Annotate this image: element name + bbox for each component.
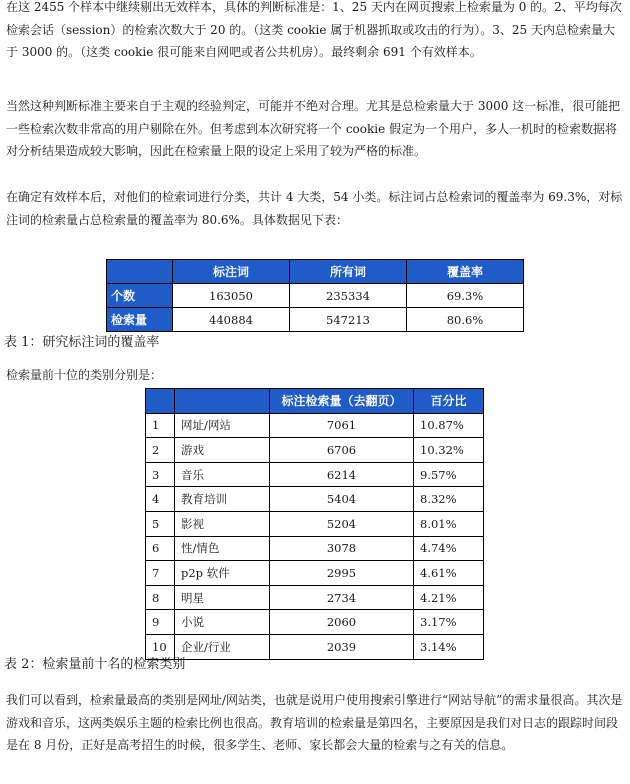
count-cell: 6706 bbox=[270, 438, 414, 463]
percent-cell: 8.01% bbox=[414, 511, 484, 536]
category-cell: 性/情色 bbox=[175, 536, 270, 561]
rank-cell: 2 bbox=[146, 438, 175, 463]
row-label: 检索量 bbox=[107, 308, 173, 332]
count-cell: 6214 bbox=[270, 462, 414, 487]
count-cell: 7061 bbox=[270, 413, 414, 438]
percent-cell: 10.87% bbox=[414, 413, 484, 438]
percent-cell: 9.57% bbox=[414, 462, 484, 487]
table-header-cell bbox=[175, 389, 270, 414]
table-header-cell: 标注词 bbox=[173, 260, 290, 284]
rank-cell: 7 bbox=[146, 561, 175, 586]
paragraph-sample-filter: 在这 2455 个样本中继续剔出无效样本，具体的判断标准是：1、25 天内在网页搜索上检索量为 0 的。2、平均每次检索会话（session）的检索次数大于 20 的。（这类 cookie 属于机器抓取或攻击的行为）。3、25 天内总检索量大于 3000 的。（这类 cookie 很可能来自网吧或者公共机房）。最终剩余 691 个有效样本。 bbox=[6, 0, 622, 59]
category-cell: 游戏 bbox=[175, 438, 270, 463]
table-header-cell: 所有词 bbox=[290, 260, 407, 284]
table-row bbox=[146, 413, 484, 438]
count-cell: 2039 bbox=[270, 634, 414, 659]
category-cell: 企业/行业 bbox=[175, 634, 270, 659]
rank-cell: 3 bbox=[146, 462, 175, 487]
row-label: 个数 bbox=[107, 284, 173, 308]
table-header-cell: 标注检索量（去翻页） bbox=[270, 389, 414, 414]
rank-cell: 6 bbox=[146, 536, 175, 561]
table-row bbox=[107, 308, 524, 332]
table-row bbox=[146, 585, 484, 610]
category-cell: p2p 软件 bbox=[175, 561, 270, 586]
table2-caption: 表 2：检索量前十名的检索类别 bbox=[4, 657, 186, 672]
table-row bbox=[146, 536, 484, 561]
percent-cell: 4.21% bbox=[414, 585, 484, 610]
table-cell: 547213 bbox=[290, 308, 407, 332]
count-cell: 5404 bbox=[270, 487, 414, 512]
paragraph-coverage: 在确定有效样本后，对他们的检索词进行分类，共计 4 大类，54 小类。标注词占总检索词的覆盖率为 69.3%，对标注词的检索量占总检索量的覆盖率为 80.6%。具体数据见下表： bbox=[6, 190, 623, 227]
category-cell: 小说 bbox=[175, 610, 270, 635]
table-cell: 440884 bbox=[173, 308, 290, 332]
percent-cell: 4.61% bbox=[414, 561, 484, 586]
rank-cell: 10 bbox=[146, 634, 175, 659]
table-row bbox=[146, 487, 484, 512]
table-row bbox=[146, 462, 484, 487]
paragraph-judgement-note: 当然这种判断标准主要来自于主观的经验判定，可能并不绝对合理。尤其是总检索量大于 3000 这一标准，很可能把一些检索次数非常高的用户剔除在外。但考虑到本次研究将一个 cookie 假定为一个用户，多人一机时的检索数据将对分析结果造成较大影响，因此在检索量上限的设定上采用了较为严格的标准。 bbox=[6, 99, 621, 158]
category-cell: 教育培训 bbox=[175, 487, 270, 512]
rank-cell: 5 bbox=[146, 511, 175, 536]
table-header-row bbox=[107, 260, 524, 284]
table-row bbox=[107, 284, 524, 308]
table-header-cell bbox=[146, 389, 175, 414]
category-cell: 明星 bbox=[175, 585, 270, 610]
coverage-table bbox=[106, 259, 524, 332]
rank-cell: 8 bbox=[146, 585, 175, 610]
count-cell: 3078 bbox=[270, 536, 414, 561]
table-header-cell: 百分比 bbox=[414, 389, 484, 414]
count-cell: 2734 bbox=[270, 585, 414, 610]
rank-cell: 4 bbox=[146, 487, 175, 512]
top10-category-table bbox=[145, 388, 484, 660]
category-cell: 网址/网站 bbox=[175, 413, 270, 438]
table-row bbox=[146, 634, 484, 659]
category-cell: 影视 bbox=[175, 511, 270, 536]
table-cell: 80.6% bbox=[407, 308, 524, 332]
table-cell: 163050 bbox=[173, 284, 290, 308]
rank-cell: 9 bbox=[146, 610, 175, 635]
paragraph-top10-intro: 检索量前十位的类别分别是： bbox=[6, 368, 163, 382]
table1-caption: 表 1：研究标注词的覆盖率 bbox=[4, 335, 160, 350]
table-row bbox=[146, 438, 484, 463]
table-cell: 69.3% bbox=[407, 284, 524, 308]
table-header-cell: 覆盖率 bbox=[407, 260, 524, 284]
percent-cell: 4.74% bbox=[414, 536, 484, 561]
count-cell: 5204 bbox=[270, 511, 414, 536]
table-row bbox=[146, 511, 484, 536]
count-cell: 2060 bbox=[270, 610, 414, 635]
paragraph-analysis: 我们可以看到，检索量最高的类别是网址/网站类，也就是说用户使用搜索引擎进行“网站导航”的需求量很高。其次是游戏和音乐，这两类娱乐主题的检索比例也很高。教育培训的检索量是第四名，主要原因是我们对日志的跟踪时间段是在 8 月份，正好是高考招生的时候，很多学生、老师、家长都会大量的检索与之有关的信息。 bbox=[6, 693, 623, 752]
table-row bbox=[146, 561, 484, 586]
percent-cell: 3.14% bbox=[414, 634, 484, 659]
rank-cell: 1 bbox=[146, 413, 175, 438]
table-header-row bbox=[146, 389, 484, 414]
category-cell: 音乐 bbox=[175, 462, 270, 487]
table-row bbox=[146, 610, 484, 635]
percent-cell: 3.17% bbox=[414, 610, 484, 635]
percent-cell: 8.32% bbox=[414, 487, 484, 512]
count-cell: 2995 bbox=[270, 561, 414, 586]
table-header-cell bbox=[107, 260, 173, 284]
percent-cell: 10.32% bbox=[414, 438, 484, 463]
table-cell: 235334 bbox=[290, 284, 407, 308]
